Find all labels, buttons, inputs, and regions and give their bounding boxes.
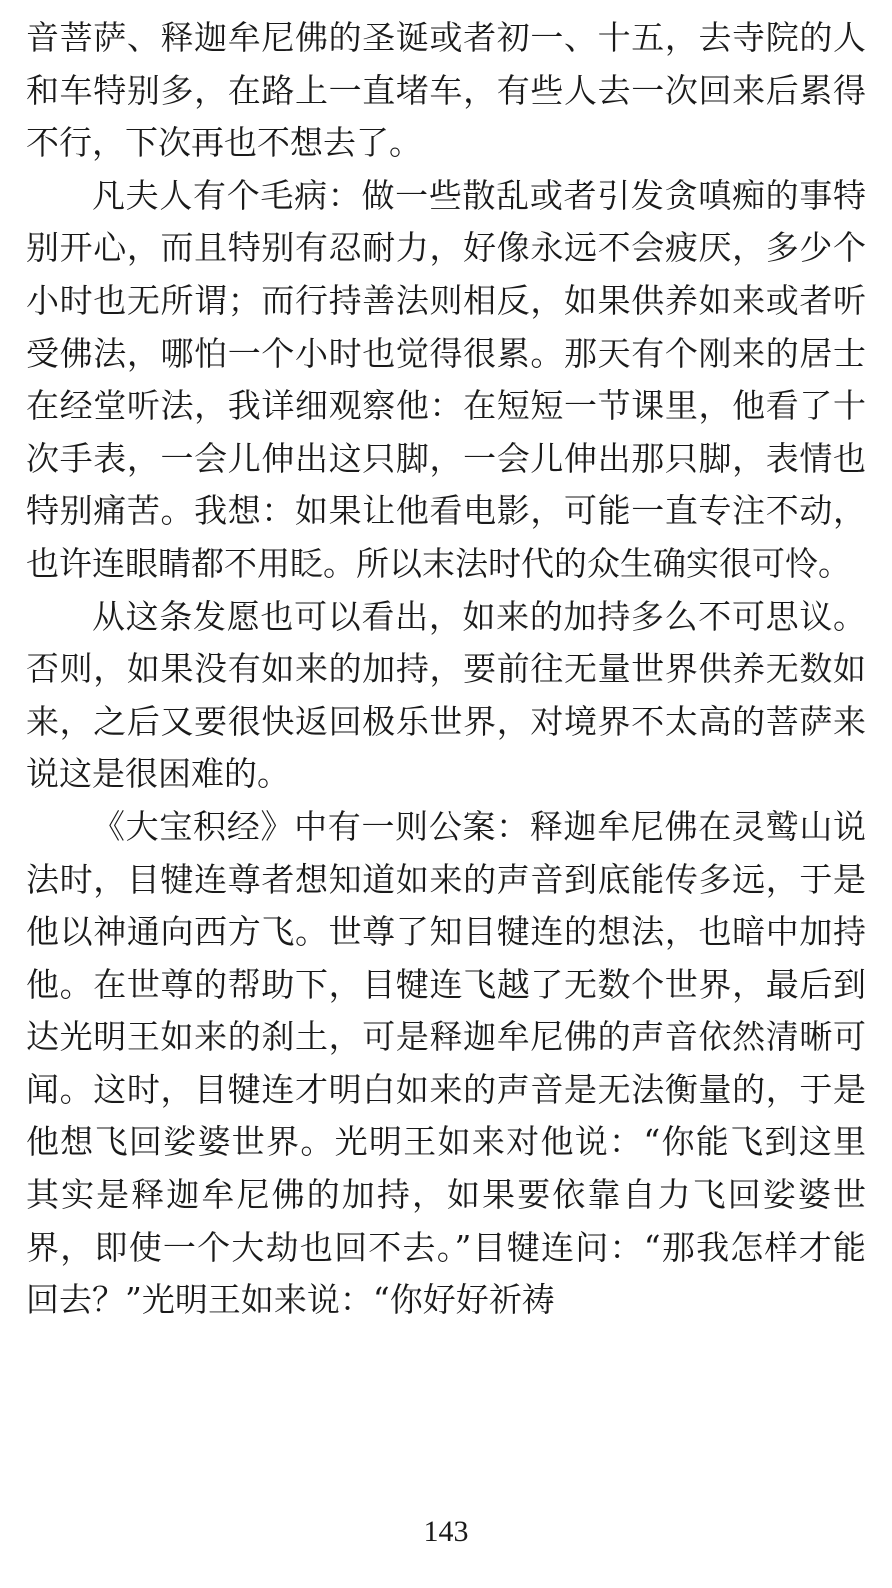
body-text — [26, 12, 866, 1327]
paragraph-2: 凡夫人有个毛病：做一些散乱或者引发贪嗔痴的事特别开心，而且特别有忍耐力，好像永远不会疲厌，多少个小时也无所谓；而行持善法则相反，如果供养如来或者听受佛法，哪怕一个小时也觉得很累。那天有个刚来的居士在经堂听法，我详细观察他：在短短一节课里，他看了十次手表，一会儿伸出这只脚，一会儿伸出那只脚，表情也特别痛苦。我想：如果让他看电影，可能一直专注不动，也许连眼睛都不用眨。所以末法时代的众生确实很可怜。 — [26, 175, 866, 583]
paragraph-1: 音菩萨、释迦牟尼佛的圣诞或者初一、十五，去寺院的人和车特别多，在路上一直堵车，有些人去一次回来后累得不行，下次再也不想去了。 — [26, 18, 866, 163]
paragraph-3: 从这条发愿也可以看出，如来的加持多么不可思议。否则，如果没有如来的加持，要前往无量世界供养无数如来，之后又要很快返回极乐世界，对境界不太高的菩萨来说这是很困难的。 — [26, 596, 866, 794]
page-number: 143 — [423, 1515, 469, 1548]
paragraph-4: 《大宝积经》中有一则公案：释迦牟尼佛在灵鹫山说法时，目犍连尊者想知道如来的声音到底能传多远，于是他以神通向西方飞。世尊了知目犍连的想法，也暗中加持他。在世尊的帮助下，目犍连飞越了无数个世界，最后到达光明王如来的刹土，可是释迦牟尼佛的声音依然清晰可闻。这时，目犍连才明白如来的声音是无法衡量的，于是他想飞回娑婆世界。光明王如来对他说：“你能飞到这里其实是释迦牟尼佛的加持，如果要依靠自力飞回娑婆世界，即使一个大劫也回不去。”目犍连问：“那我怎样才能回去？”光明王如来说：“你好好祈祷 — [26, 806, 866, 1320]
